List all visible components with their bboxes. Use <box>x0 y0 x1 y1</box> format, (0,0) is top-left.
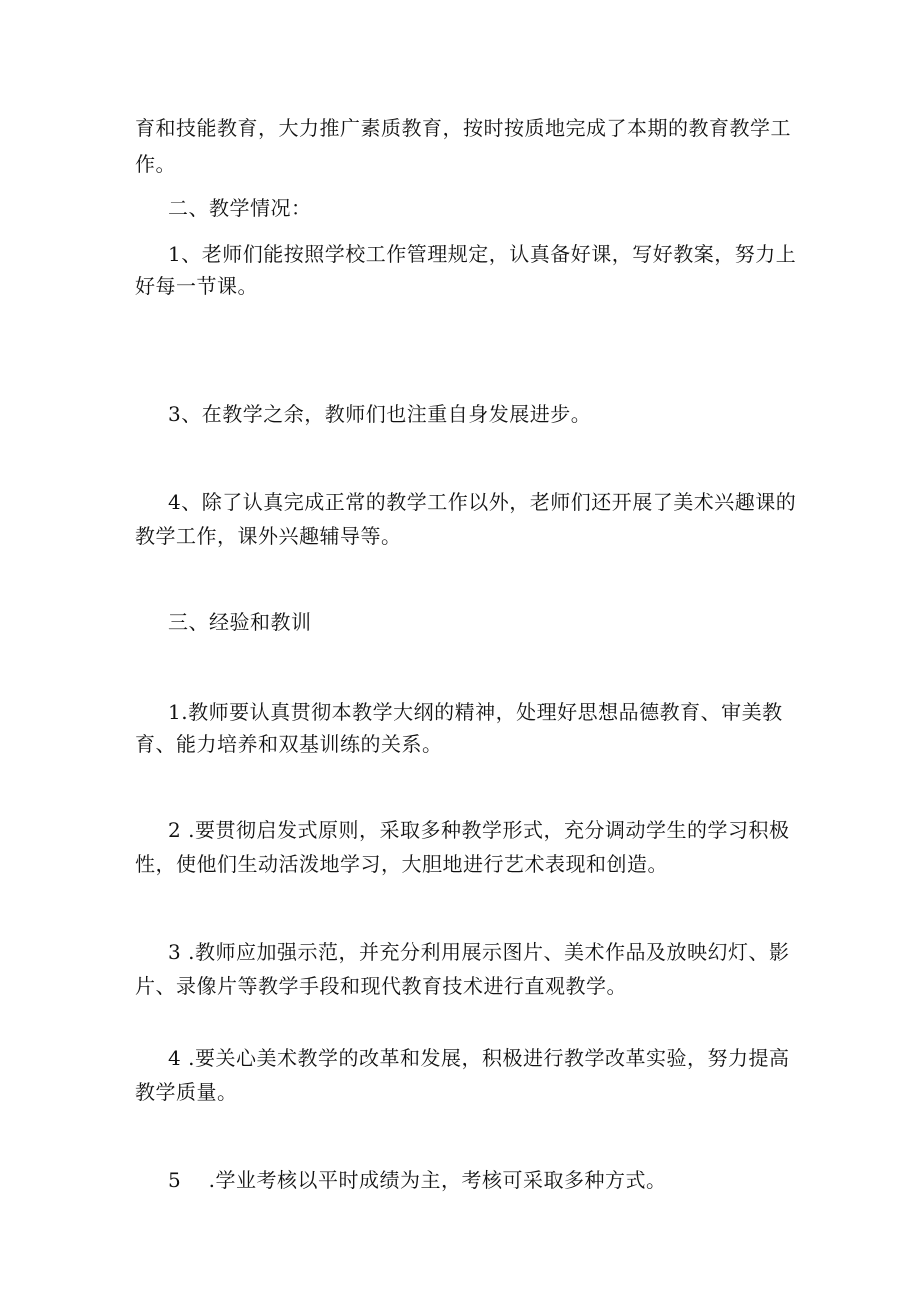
paragraph-line: 教学质量。 <box>135 1080 238 1104</box>
paragraph-exp-5 <box>135 1162 828 1198</box>
paragraph-line: 片、录像片等教学手段和现代教育技术进行直观教学。 <box>135 974 627 998</box>
paragraph-line: 1.教师要认真贯彻本教学大纲的精神，处理好思想品德教育、审美教 <box>168 700 783 724</box>
paragraph-line: 2 .要贯彻启发式原则，采取多种教学形式，充分调动学生的学习积极 <box>168 818 790 842</box>
section-heading-teaching <box>135 190 828 226</box>
paragraph-line: 3、在教学之余，教师们也注重自身发展进步。 <box>168 402 592 426</box>
paragraph-line: 性，使他们生动活泼地学习，大胆地进行艺术表现和创造。 <box>135 852 668 876</box>
paragraph-exp-3 <box>135 934 828 970</box>
paragraph-line: 育、能力培养和双基训练的关系。 <box>135 732 443 756</box>
paragraph-item-4-cont <box>135 518 795 554</box>
paragraph-line: 5 .学业考核以平时成绩为主，考核可采取多种方式。 <box>168 1168 667 1192</box>
paragraph-item-3 <box>135 396 828 432</box>
paragraph-item-4 <box>135 484 828 520</box>
paragraph-line: 好每一节课。 <box>135 274 258 298</box>
paragraph-exp-4 <box>135 1040 828 1076</box>
heading-text: 三、经验和教训 <box>168 610 312 634</box>
heading-text: 二、教学情况： <box>168 196 312 220</box>
paragraph-exp-3-cont <box>135 968 795 1004</box>
section-heading-experience <box>135 604 828 640</box>
paragraph-line: 育和技能教育，大力推广素质教育，按时按质地完成了本期的教育教学工 <box>135 116 791 140</box>
paragraph-line: 3 .教师应加强示范，并充分利用展示图片、美术作品及放映幻灯、影 <box>168 940 790 964</box>
paragraph-exp-2-cont <box>135 846 795 882</box>
paragraph-exp-4-cont <box>135 1074 795 1110</box>
paragraph-exp-2 <box>135 812 828 848</box>
paragraph-intro <box>135 110 795 182</box>
paragraph-line: 教学工作，课外兴趣辅导等。 <box>135 524 402 548</box>
paragraph-line: 4、除了认真完成正常的教学工作以外，老师们还开展了美术兴趣课的 <box>168 490 797 514</box>
paragraph-line: 作。 <box>135 152 176 176</box>
paragraph-line: 1、老师们能按照学校工作管理规定，认真备好课，写好教案，努力上 <box>168 242 797 266</box>
paragraph-exp-1-cont <box>135 726 795 762</box>
paragraph-item-1 <box>135 236 828 272</box>
paragraph-exp-1 <box>135 694 828 730</box>
paragraph-item-1-cont <box>135 268 795 304</box>
paragraph-line: 4 .要关心美术教学的改革和发展，积极进行教学改革实验，努力提高 <box>168 1046 790 1070</box>
